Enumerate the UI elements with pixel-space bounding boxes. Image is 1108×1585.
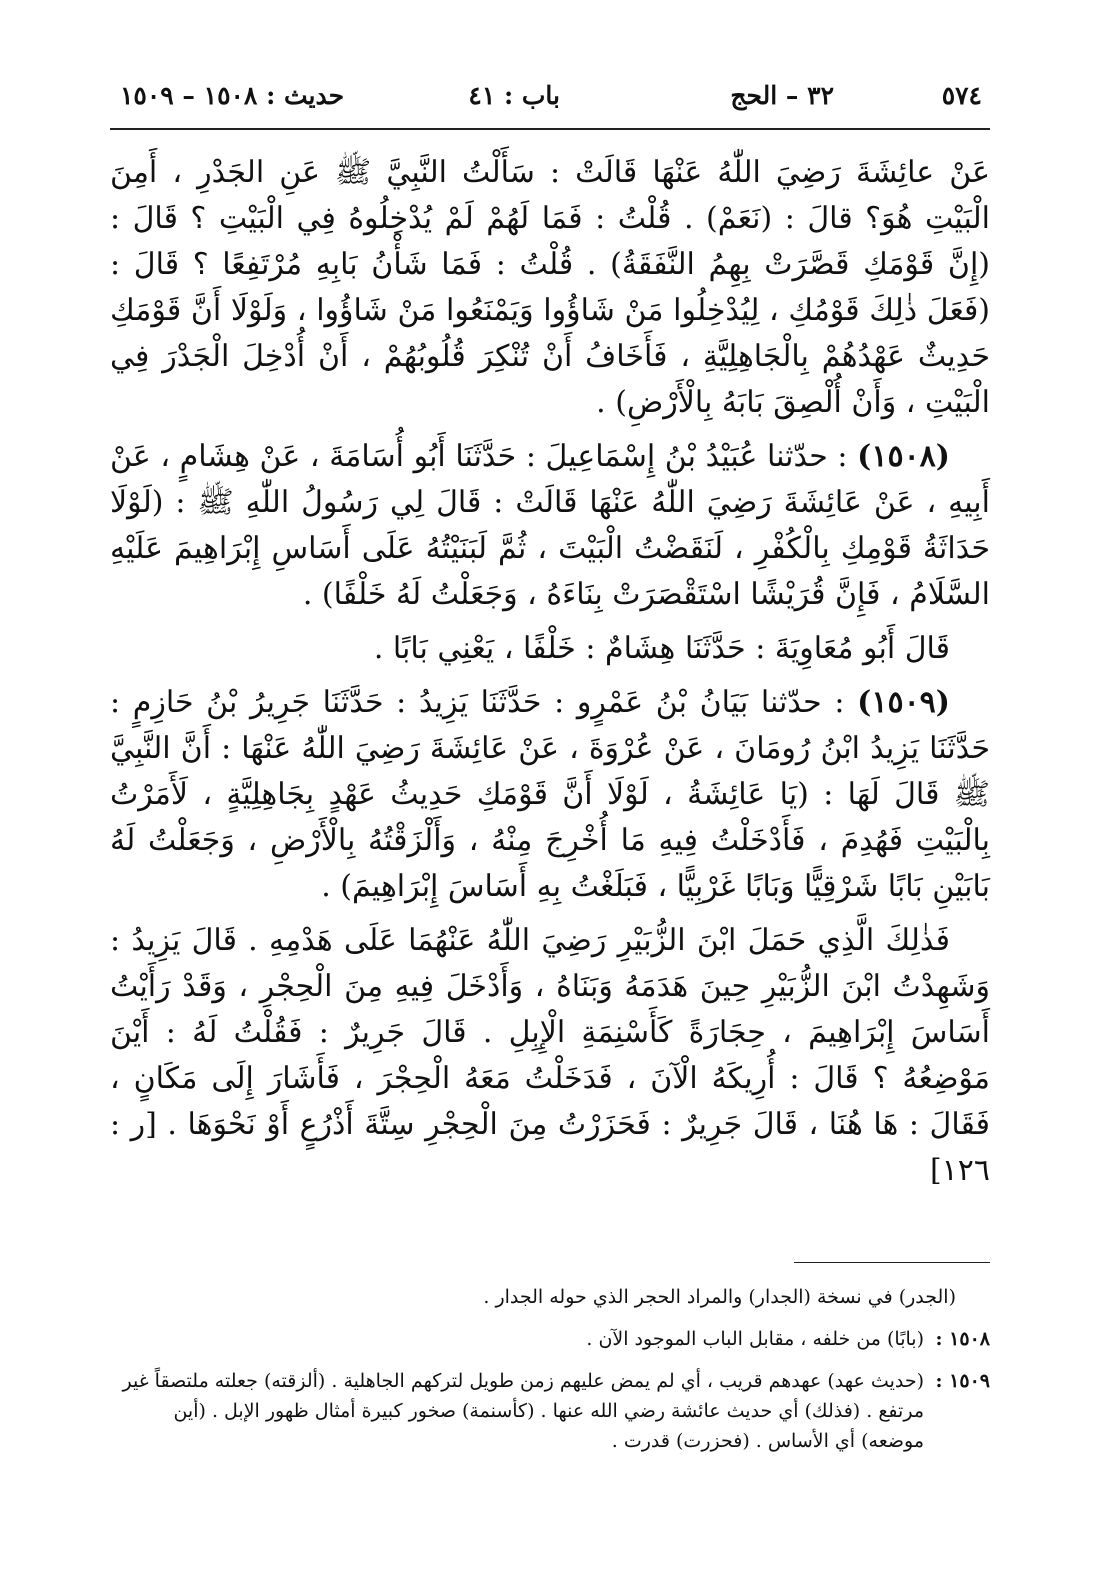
hadith-number-1508: (١٥٠٨) <box>857 439 950 474</box>
header-divider <box>110 128 990 130</box>
hadith-1509 <box>110 680 990 910</box>
paragraph-abu-muawiya: قَالَ أَبُو مُعَاوِيَةَ : حَدَّثَنَا هِشَامٌ : خَلْفًا ، يَعْنِي بَابًا . <box>373 631 950 666</box>
footnote-text: (بابًا) من خلفه ، مقابل الباب الموجود الآن . <box>586 1328 924 1350</box>
chapter-title: ٣٢ – الحج <box>730 81 834 110</box>
footnote-number: ١٥٠٩ : <box>935 1370 990 1392</box>
footnote-item <box>110 1366 990 1456</box>
hadith-number-1509: (١٥٠٩) <box>857 685 950 720</box>
footnote-number <box>956 1282 990 1312</box>
footnote-text: (الجدر) في نسخة (الجدار) والمراد الحجر الذي حوله الجدار . <box>483 1286 956 1308</box>
footnote-text: (حديث عهد) عهدهم قريب ، أي لم يمض عليهم زمن طويل لتركهم الجاهلية . (ألزقته) جعلته ملتصقاً غير مرتفع . (فذلك) أي حديث عائشة رضي الله عنها . (كأسنمة) صخور كبيرة أمثال ظهور الإبل . (أين موضعه) أي الأساس . (فحزرت) قدرت . <box>122 1370 924 1452</box>
running-header <box>120 72 982 120</box>
hadith-1508 <box>110 434 990 618</box>
hadith-text-1509: : حدّثنا بَيَانُ بْنُ عَمْرٍو : حَدَّثَنَا يَزِيدُ : حَدَّثَنَا جَرِيرُ بْنُ حَازِمٍ : حَدَّثَنَا يَزِيدُ ابْنُ رُومَانَ ، عَنْ عُرْوَةَ ، عَنْ عَائِشَةَ رَضِيَ اللّٰهُ عَنْهَا : أَنَّ النَّبِيَّ ﷺ قَالَ لَهَا : (يَا عَائِشَةُ ، لَوْلَا أَنَّ قَوْمَكِ حَدِيثُ عَهْدٍ بِجَاهِلِيَّةٍ ، لَأَمَرْتُ بِالْبَيْتِ فَهُدِمَ ، فَأَدْخَلْتُ فِيهِ مَا أُخْرِجَ مِنْهُ ، وَأَلْزَقْتُهُ بِالْأَرْضِ ، وَجَعَلْتُ لَهُ بَابَيْنِ بَابًا شَرْقِيًّا وَبَابًا غَرْبِيًّا ، فَبَلَغْتُ بِهِ أَسَاسَ إِبْرَاهِيمَ) . <box>110 685 990 904</box>
footnote-number: ١٥٠٨ : <box>935 1328 990 1350</box>
hadith-text-1508: : حدّثنا عُبَيْدُ بْنُ إِسْمَاعِيلَ : حَدَّثَنَا أَبُو أُسَامَةَ ، عَنْ هِشَامٍ ، عَنْ أَبِيهِ ، عَنْ عَائِشَةَ رَضِيَ اللّٰهُ عَنْهَا قَالَتْ : قَالَ لِي رَسُولُ اللّٰهِ ﷺ : (لَوْلَا حَدَاثَةُ قَوْمِكِ بِالْكُفْرِ ، لَنَقَضْتُ الْبَيْتَ ، ثُمَّ لَبَنَيْتُهُ عَلَى أَسَاسِ إِبْرَاهِيمَ عَلَيْهِ السَّلَامُ ، فَإِنَّ قُرَيْشًا اسْتَقْصَرَتْ بِنَاءَهُ ، وَجَعَلْتُ لَهُ خَلْفًا) . <box>110 439 990 612</box>
main-text <box>110 150 990 1202</box>
page-number: ٥٧٤ <box>941 81 982 110</box>
bab-number: باب : ٤١ <box>468 81 560 110</box>
paragraph-aisha-jadr: عَنْ عائِشَةَ رَضِيَ اللّٰهُ عَنْهَا قَالَتْ : سَأَلْتُ النَّبِيَّ ﷺ عَنِ الجَدْرِ ، أَمِنَ الْبَيْتِ هُوَ؟ قالَ : (نَعَمْ) . قُلْتُ : فَمَا لَهُمْ لَمْ يُدْخِلُوهُ فِي الْبَيْتِ ؟ قَالَ : (إِنَّ قَوْمَكِ قَصَّرَتْ بِهِمُ النَّفَقَةُ) . قُلْتُ : فَمَا شَأْنُ بَابِهِ مُرْتَفِعًا ؟ قَالَ : (فَعَلَ ذٰلِكَ قَوْمُكِ ، لِيُدْخِلُوا مَنْ شَاؤُوا وَيَمْنَعُوا مَنْ شَاؤُوا ، وَلَوْلَا أَنَّ قَوْمَكِ حَدِيثٌ عَهْدُهُمْ بِالْجَاهِلِيَّةِ ، فَأَخَافُ أَنْ تُنْكِرَ قُلُوبُهُمْ ، أَنْ أُدْخِلَ الْجَدْرَ فِي الْبَيْتِ ، وَأَنْ أُلْصِقَ بَابَهُ بِالْأَرْضِ) . <box>110 155 990 420</box>
footnote-item <box>110 1282 990 1312</box>
footnote-divider <box>794 1262 990 1263</box>
paragraph-ibn-zubayr: فَذٰلِكَ الَّذِي حَمَلَ ابْنَ الزُّبَيْرِ رَضِيَ اللّٰهُ عَنْهُمَا عَلَى هَدْمِهِ . قَالَ يَزِيدُ : وَشَهِدْتُ ابْنَ الزُّبَيْرِ حِينَ هَدَمَهُ وَبَنَاهُ ، وَأَدْخَلَ فِيهِ مِنَ الْحِجْرِ ، وَقَدْ رَأَيْتُ أَسَاسَ إِبْرَاهِيمَ ، حِجَارَةً كَأَسْنِمَةِ الْإِبِلِ . قَالَ جَرِيرٌ : فَقُلْتُ لَهُ : أَيْنَ مَوْضِعُهُ ؟ قَالَ : أُرِيكَهُ الْآنَ ، فَدَخَلْتُ مَعَهُ الْحِجْرَ ، فَأَشَارَ إِلَى مَكَانٍ ، فَقَالَ : هَا هُنَا ، قَالَ جَرِيرٌ : فَحَزَرْتُ مِنَ الْحِجْرِ سِتَّةَ أَذْرُعٍ أَوْ نَحْوَهَا . [ر : ١٢٦] <box>110 923 990 1188</box>
footnote-item <box>110 1324 990 1354</box>
hadith-range: حديث : ١٥٠٨ – ١٥٠٩ <box>120 81 345 110</box>
footnotes <box>110 1282 990 1468</box>
